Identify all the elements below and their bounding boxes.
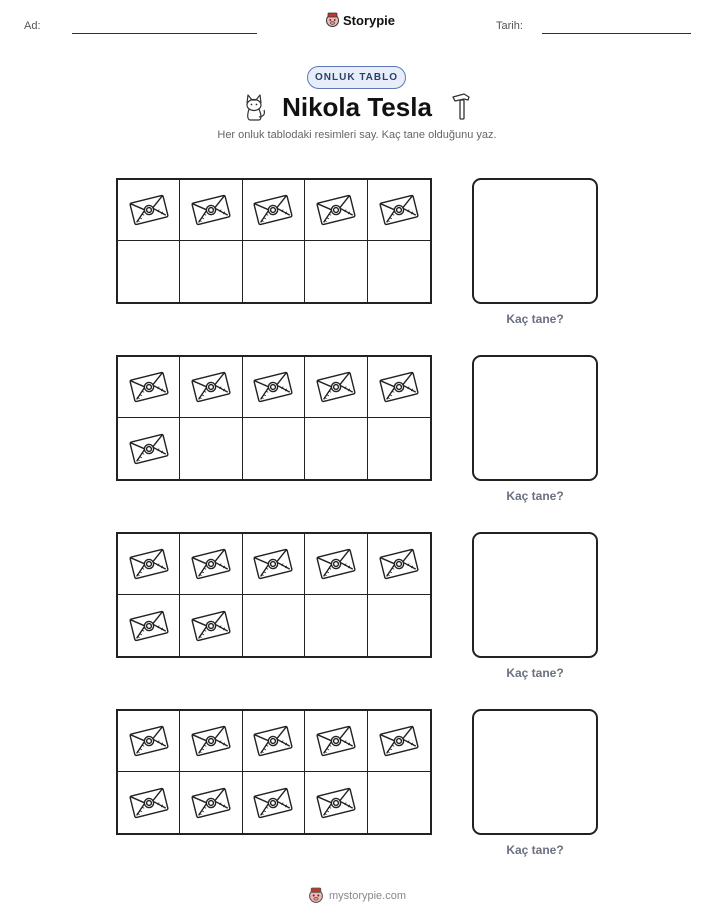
ten-frame-cell bbox=[180, 241, 242, 302]
ten-frame-2 bbox=[116, 355, 432, 481]
ten-frame-cell bbox=[118, 772, 180, 833]
ten-frame-4 bbox=[116, 709, 432, 835]
hammer-icon bbox=[450, 92, 474, 122]
ten-frame-cell bbox=[180, 418, 242, 479]
envelope-icon bbox=[191, 724, 231, 758]
ten-frame-cell bbox=[180, 711, 242, 772]
envelope-icon bbox=[379, 547, 419, 581]
answer-label-4: Kaç tane? bbox=[506, 843, 564, 857]
answer-label-3: Kaç tane? bbox=[506, 666, 564, 680]
envelope-icon bbox=[129, 724, 169, 758]
envelope-icon bbox=[129, 786, 169, 820]
ten-frame-1 bbox=[116, 178, 432, 304]
ten-frame-cell bbox=[243, 418, 305, 479]
ten-frame-cell bbox=[368, 711, 430, 772]
envelope-icon bbox=[316, 786, 356, 820]
envelope-icon bbox=[129, 193, 169, 227]
envelope-icon bbox=[129, 547, 169, 581]
ten-frame-cell bbox=[118, 357, 180, 418]
footer-site: mystorypie.com bbox=[329, 889, 407, 902]
envelope-icon bbox=[379, 193, 419, 227]
envelope-icon bbox=[191, 193, 231, 227]
ten-frame-3 bbox=[116, 532, 432, 658]
answer-box-4[interactable] bbox=[472, 709, 598, 835]
ten-frame-cell bbox=[180, 180, 242, 241]
brand-logo bbox=[325, 12, 395, 28]
instructions: Her onluk tablodaki resimleri say. Kaç tane olduğunu yaz. bbox=[217, 129, 497, 141]
ten-frame-cell bbox=[243, 180, 305, 241]
answer-box-1[interactable] bbox=[472, 178, 598, 304]
ten-frame-cell bbox=[180, 595, 242, 656]
ten-frame-cell bbox=[118, 595, 180, 656]
ten-frame-cell bbox=[305, 772, 367, 833]
ten-frame-cell bbox=[305, 711, 367, 772]
envelope-icon bbox=[316, 724, 356, 758]
ten-frame-cell bbox=[243, 534, 305, 595]
ten-frame-cell bbox=[305, 534, 367, 595]
envelope-icon bbox=[253, 193, 293, 227]
ten-frame-cell bbox=[368, 534, 430, 595]
ten-frame-cell bbox=[243, 711, 305, 772]
ten-frame-cell bbox=[118, 534, 180, 595]
worksheet-type-badge: ONLUK TABLO bbox=[307, 66, 406, 89]
page-title: Nikola Tesla bbox=[282, 92, 432, 122]
envelope-icon bbox=[379, 724, 419, 758]
pig-mascot-icon bbox=[325, 12, 340, 28]
ten-frame-cell bbox=[243, 772, 305, 833]
envelope-icon bbox=[191, 547, 231, 581]
ten-frame-cell bbox=[118, 711, 180, 772]
answer-label-2: Kaç tane? bbox=[506, 489, 564, 503]
envelope-icon bbox=[316, 547, 356, 581]
answer-box-2[interactable] bbox=[472, 355, 598, 481]
brand-name: Storypie bbox=[343, 12, 396, 28]
ten-frame-cell bbox=[305, 418, 367, 479]
ten-frame-cell bbox=[180, 534, 242, 595]
envelope-icon bbox=[129, 432, 169, 466]
ten-frame-cell bbox=[368, 772, 430, 833]
footer bbox=[308, 887, 406, 904]
ten-frame-cell bbox=[305, 357, 367, 418]
ten-frame-cell bbox=[305, 595, 367, 656]
date-line[interactable] bbox=[542, 33, 691, 34]
answer-label-1: Kaç tane? bbox=[506, 312, 564, 326]
envelope-icon bbox=[253, 547, 293, 581]
pig-mascot-icon bbox=[308, 887, 324, 904]
ten-frame-cell bbox=[368, 180, 430, 241]
ten-frame-cell bbox=[368, 418, 430, 479]
ten-frame-cell bbox=[305, 241, 367, 302]
ten-frame-cell bbox=[118, 418, 180, 479]
ten-frame-cell bbox=[180, 772, 242, 833]
envelope-icon bbox=[253, 786, 293, 820]
name-label: Ad: bbox=[24, 20, 41, 32]
answer-box-3[interactable] bbox=[472, 532, 598, 658]
ten-frame-cell bbox=[368, 595, 430, 656]
ten-frame-cell bbox=[118, 180, 180, 241]
ten-frame-cell bbox=[118, 241, 180, 302]
date-label: Tarih: bbox=[496, 20, 523, 32]
ten-frame-cell bbox=[368, 357, 430, 418]
ten-frame-cell bbox=[243, 241, 305, 302]
envelope-icon bbox=[253, 724, 293, 758]
name-line[interactable] bbox=[72, 33, 257, 34]
ten-frame-cell bbox=[368, 241, 430, 302]
envelope-icon bbox=[379, 370, 419, 404]
ten-frame-cell bbox=[305, 180, 367, 241]
ten-frame-cell bbox=[243, 595, 305, 656]
envelope-icon bbox=[129, 609, 169, 643]
envelope-icon bbox=[316, 193, 356, 227]
ten-frame-cell bbox=[180, 357, 242, 418]
ten-frame-cell bbox=[243, 357, 305, 418]
envelope-icon bbox=[129, 370, 169, 404]
envelope-icon bbox=[316, 370, 356, 404]
envelope-icon bbox=[191, 370, 231, 404]
envelope-icon bbox=[191, 609, 231, 643]
envelope-icon bbox=[253, 370, 293, 404]
envelope-icon bbox=[191, 786, 231, 820]
